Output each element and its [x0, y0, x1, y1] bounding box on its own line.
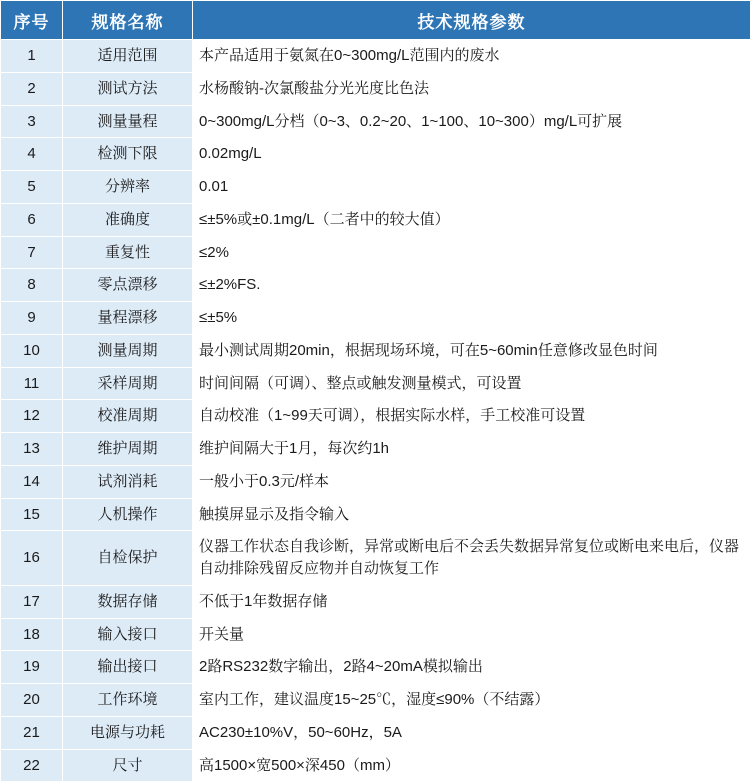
- row-spec-name-cell: 试剂消耗: [63, 465, 193, 498]
- row-index-cell: 7: [1, 236, 63, 269]
- row-spec-name-cell: 电源与功耗: [63, 716, 193, 749]
- row-spec-value-cell: 触摸屏显示及指令输入: [193, 498, 750, 531]
- row-spec-value-cell: 自动校准（1~99天可调），根据实际水样，手工校准可设置: [193, 400, 750, 433]
- table-row: [1, 302, 750, 335]
- row-index-cell: 9: [1, 302, 63, 335]
- row-index-cell: 1: [1, 40, 63, 73]
- table-row: [1, 498, 750, 531]
- table-row: [1, 171, 750, 204]
- row-spec-name-cell: 校准周期: [63, 400, 193, 433]
- table-row: [1, 334, 750, 367]
- row-spec-value-cell: 0~300mg/L分档（0~3、0.2~20、1~100、10~300）mg/L可扩展: [193, 105, 750, 138]
- table-row: [1, 367, 750, 400]
- row-spec-name-cell: 输入接口: [63, 618, 193, 651]
- row-spec-value-cell: 一般小于0.3元/样本: [193, 465, 750, 498]
- row-spec-name-cell: 尺寸: [63, 749, 193, 782]
- row-index-cell: 8: [1, 269, 63, 302]
- row-spec-value-cell: 不低于1年数据存储: [193, 585, 750, 618]
- row-spec-value-cell: 高1500×宽500×深450（mm）: [193, 749, 750, 782]
- row-spec-value-cell: 最小测试周期20min，根据现场环境，可在5~60min任意修改显色时间: [193, 334, 750, 367]
- table-row: [1, 203, 750, 236]
- row-spec-name-cell: 分辨率: [63, 171, 193, 204]
- table-row: [1, 72, 750, 105]
- column-header-spec-parameters: 技术规格参数: [193, 1, 750, 40]
- row-spec-value-cell: ≤±2%FS.: [193, 269, 750, 302]
- row-index-cell: 18: [1, 618, 63, 651]
- table-body: [1, 40, 750, 782]
- table-row: [1, 400, 750, 433]
- row-spec-name-cell: 输出接口: [63, 651, 193, 684]
- table-row: [1, 433, 750, 466]
- table-header: [1, 1, 750, 40]
- row-spec-name-cell: 测试方法: [63, 72, 193, 105]
- column-header-spec-name: 规格名称: [63, 1, 193, 40]
- row-spec-name-cell: 重复性: [63, 236, 193, 269]
- table-header-row: [1, 1, 750, 40]
- row-index-cell: 10: [1, 334, 63, 367]
- table-row: [1, 716, 750, 749]
- row-index-cell: 13: [1, 433, 63, 466]
- row-index-cell: 2: [1, 72, 63, 105]
- row-spec-value-cell: 本产品适用于氨氮在0~300mg/L范围内的废水: [193, 40, 750, 73]
- row-spec-name-cell: 测量量程: [63, 105, 193, 138]
- row-spec-value-cell: 2路RS232数字输出，2路4~20mA模拟输出: [193, 651, 750, 684]
- row-spec-value-cell: 时间间隔（可调）、整点或触发测量模式，可设置: [193, 367, 750, 400]
- row-spec-value-cell: 仪器工作状态自我诊断，异常或断电后不会丢失数据异常复位或断电来电后，仪器自动排除残留反应物并自动恢复工作: [193, 531, 750, 586]
- table-row: [1, 138, 750, 171]
- table-row: [1, 749, 750, 782]
- row-spec-value-cell: 开关量: [193, 618, 750, 651]
- row-spec-name-cell: 数据存储: [63, 585, 193, 618]
- row-spec-value-cell: ≤±5%: [193, 302, 750, 335]
- row-index-cell: 20: [1, 684, 63, 717]
- row-spec-value-cell: ≤2%: [193, 236, 750, 269]
- row-index-cell: 19: [1, 651, 63, 684]
- row-spec-name-cell: 自检保护: [63, 531, 193, 586]
- row-spec-value-cell: ≤±5%或±0.1mg/L（二者中的较大值）: [193, 203, 750, 236]
- row-spec-name-cell: 检测下限: [63, 138, 193, 171]
- row-spec-name-cell: 量程漂移: [63, 302, 193, 335]
- table-row: [1, 651, 750, 684]
- table-row: [1, 465, 750, 498]
- row-index-cell: 4: [1, 138, 63, 171]
- table-row: [1, 585, 750, 618]
- table-row: [1, 236, 750, 269]
- table-row: [1, 684, 750, 717]
- row-index-cell: 15: [1, 498, 63, 531]
- table-row: [1, 618, 750, 651]
- row-spec-value-cell: AC230±10%V，50~60Hz，5A: [193, 716, 750, 749]
- row-spec-name-cell: 适用范围: [63, 40, 193, 73]
- row-spec-name-cell: 工作环境: [63, 684, 193, 717]
- row-spec-name-cell: 零点漂移: [63, 269, 193, 302]
- row-spec-value-cell: 维护间隔大于1月，每次约1h: [193, 433, 750, 466]
- row-spec-value-cell: 0.01: [193, 171, 750, 204]
- column-header-index: 序号: [1, 1, 63, 40]
- row-index-cell: 6: [1, 203, 63, 236]
- row-spec-value-cell: 室内工作，建议温度15~25℃，湿度≤90%（不结露）: [193, 684, 750, 717]
- table-row: [1, 269, 750, 302]
- row-index-cell: 5: [1, 171, 63, 204]
- row-index-cell: 14: [1, 465, 63, 498]
- row-spec-value-cell: 水杨酸钠-次氯酸盐分光光度比色法: [193, 72, 750, 105]
- row-spec-name-cell: 人机操作: [63, 498, 193, 531]
- row-spec-name-cell: 准确度: [63, 203, 193, 236]
- row-index-cell: 3: [1, 105, 63, 138]
- row-index-cell: 12: [1, 400, 63, 433]
- row-index-cell: 11: [1, 367, 63, 400]
- row-spec-name-cell: 测量周期: [63, 334, 193, 367]
- row-spec-value-cell: 0.02mg/L: [193, 138, 750, 171]
- row-index-cell: 22: [1, 749, 63, 782]
- row-index-cell: 17: [1, 585, 63, 618]
- table-row: [1, 105, 750, 138]
- table-row: [1, 40, 750, 73]
- row-spec-name-cell: 维护周期: [63, 433, 193, 466]
- row-spec-name-cell: 采样周期: [63, 367, 193, 400]
- row-index-cell: 21: [1, 716, 63, 749]
- row-index-cell: 16: [1, 531, 63, 586]
- table-row: [1, 531, 750, 586]
